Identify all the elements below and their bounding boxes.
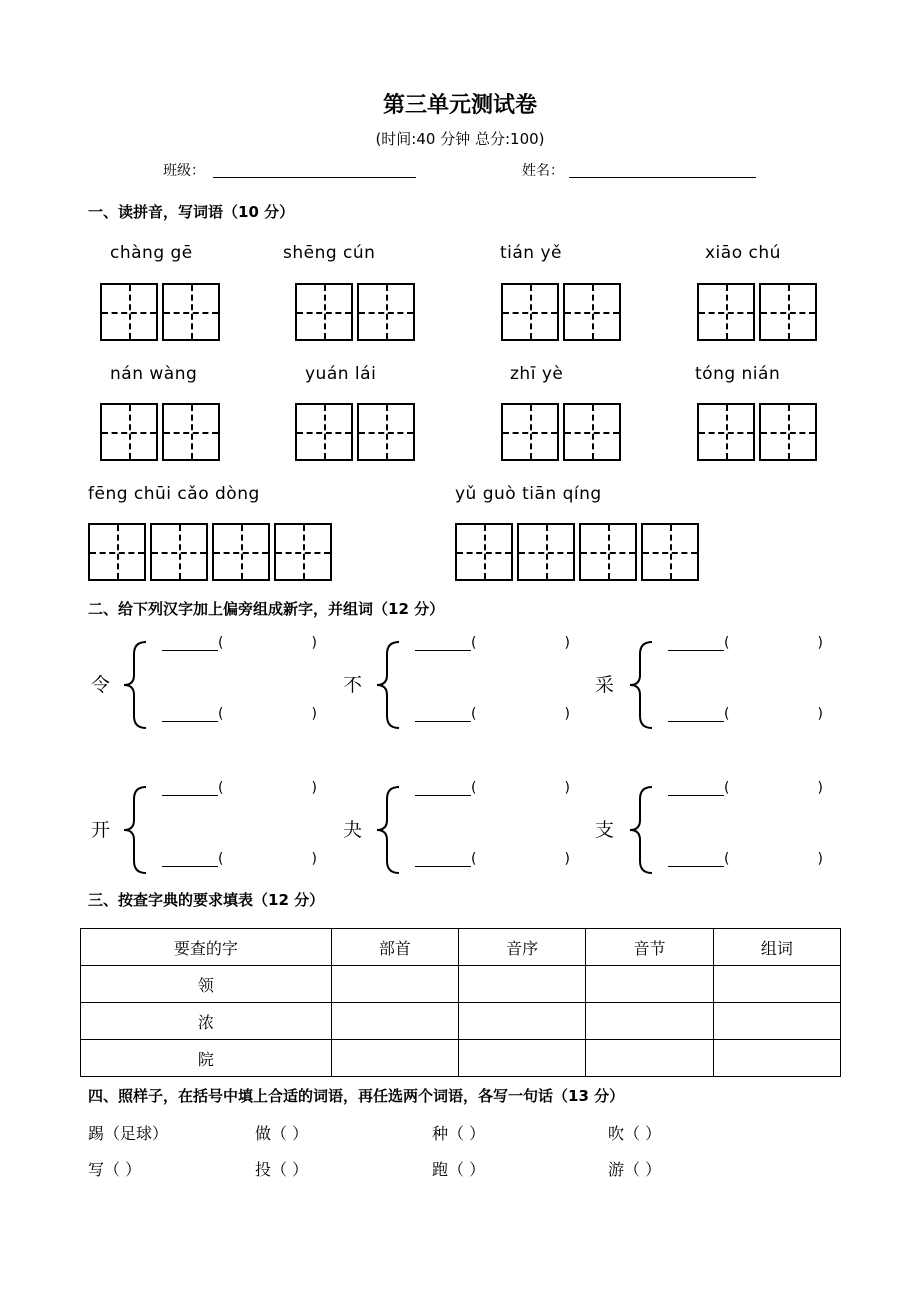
fill-item[interactable]: 游（ ）	[608, 1160, 662, 1179]
blank-slot[interactable]: ( )	[162, 851, 317, 867]
dictionary-table	[80, 928, 841, 1077]
brace-icon	[375, 640, 403, 730]
brace-icon	[628, 785, 656, 875]
writing-grid[interactable]	[295, 283, 353, 341]
answer-cell[interactable]	[713, 966, 840, 1003]
pinyin-1-4: xiāo chú	[705, 243, 781, 263]
pinyin-1-2: shēng cún	[283, 243, 376, 263]
answer-cell[interactable]	[586, 1003, 713, 1040]
blank-slot[interactable]: ( )	[162, 706, 317, 722]
table-row	[81, 1040, 841, 1077]
lookup-char: 院	[81, 1040, 332, 1077]
column-header: 音节	[586, 929, 713, 966]
writing-grid[interactable]	[697, 283, 755, 341]
fill-item[interactable]: 跑（ ）	[432, 1160, 486, 1179]
class-label: 班级：	[163, 163, 205, 179]
name-label: 姓名：	[522, 163, 564, 179]
page-title: 第三单元测试卷	[382, 93, 537, 118]
base-char: 支	[595, 819, 615, 841]
fill-item[interactable]: 投（ ）	[255, 1160, 309, 1179]
pinyin-2-1: nán wàng	[110, 364, 198, 384]
fill-item[interactable]: 种（ ）	[432, 1124, 486, 1143]
brace-icon	[122, 785, 150, 875]
pinyin-2-3: zhī yè	[510, 364, 564, 384]
writing-grid[interactable]	[212, 523, 270, 581]
answer-cell[interactable]	[459, 1003, 586, 1040]
answer-cell[interactable]	[331, 966, 458, 1003]
pinyin-3-2: yǔ guò tiān qíng	[455, 484, 602, 504]
pinyin-2-2: yuán lái	[305, 364, 377, 384]
pinyin-1-3: tián yě	[500, 243, 563, 263]
pinyin-2-4: tóng nián	[695, 364, 781, 384]
lookup-char: 领	[81, 966, 332, 1003]
writing-grid[interactable]	[357, 403, 415, 461]
writing-grid[interactable]	[274, 523, 332, 581]
answer-cell[interactable]	[586, 1040, 713, 1077]
base-char: 开	[91, 819, 111, 841]
writing-grid[interactable]	[162, 403, 220, 461]
writing-grid[interactable]	[759, 283, 817, 341]
answer-cell[interactable]	[331, 1003, 458, 1040]
blank-slot[interactable]: ( )	[415, 851, 570, 867]
blank-slot[interactable]: ( )	[415, 706, 570, 722]
writing-grid[interactable]	[641, 523, 699, 581]
blank-slot[interactable]: ( )	[162, 635, 317, 651]
writing-grid[interactable]	[501, 403, 559, 461]
writing-grid[interactable]	[357, 283, 415, 341]
writing-grid[interactable]	[162, 283, 220, 341]
brace-icon	[375, 785, 403, 875]
fill-item[interactable]: 吹（ ）	[608, 1124, 662, 1143]
lookup-char: 浓	[81, 1003, 332, 1040]
writing-grid[interactable]	[501, 283, 559, 341]
column-header: 音序	[459, 929, 586, 966]
writing-grid[interactable]	[517, 523, 575, 581]
base-char: 采	[595, 674, 615, 696]
pinyin-3-1: fēng chūi cǎo dòng	[88, 484, 260, 504]
table-row	[81, 1003, 841, 1040]
writing-grid[interactable]	[100, 403, 158, 461]
blank-slot[interactable]: ( )	[415, 780, 570, 796]
column-header: 部首	[331, 929, 458, 966]
brace-icon	[122, 640, 150, 730]
section1-heading: 一、读拼音，写词语（10 分）	[88, 203, 295, 221]
section2-heading: 二、给下列汉字加上偏旁组成新字，并组词（12 分）	[88, 600, 445, 618]
blank-slot[interactable]: ( )	[415, 635, 570, 651]
writing-grid[interactable]	[563, 403, 621, 461]
section3-heading: 三、按查字典的要求填表（12 分）	[88, 891, 325, 909]
writing-grid[interactable]	[455, 523, 513, 581]
writing-grid[interactable]	[759, 403, 817, 461]
writing-grid[interactable]	[88, 523, 146, 581]
writing-grid[interactable]	[150, 523, 208, 581]
fill-item[interactable]: 写（ ）	[88, 1160, 142, 1179]
writing-grid[interactable]	[697, 403, 755, 461]
writing-grid[interactable]	[295, 403, 353, 461]
blank-slot[interactable]: ( )	[668, 780, 823, 796]
answer-cell[interactable]	[459, 966, 586, 1003]
section4-heading: 四、照样子，在括号中填上合适的词语，再任选两个词语，各写一句话（13 分）	[88, 1087, 625, 1105]
brace-icon	[628, 640, 656, 730]
writing-grid[interactable]	[100, 283, 158, 341]
blank-slot[interactable]: ( )	[668, 635, 823, 651]
answer-cell[interactable]	[713, 1003, 840, 1040]
answer-cell[interactable]	[459, 1040, 586, 1077]
table-row	[81, 966, 841, 1003]
class-field[interactable]	[213, 177, 416, 178]
answer-cell[interactable]	[331, 1040, 458, 1077]
table-header-row	[81, 929, 841, 966]
base-char: 不	[343, 674, 363, 696]
blank-slot[interactable]: ( )	[668, 851, 823, 867]
name-field[interactable]	[569, 177, 756, 178]
blank-slot[interactable]: ( )	[162, 780, 317, 796]
pinyin-1-1: chàng gē	[110, 243, 193, 263]
page-subtitle: (时间:40 分钟 总分:100)	[375, 130, 545, 148]
base-char: 夬	[343, 819, 363, 841]
answer-cell[interactable]	[586, 966, 713, 1003]
writing-grid[interactable]	[579, 523, 637, 581]
answer-cell[interactable]	[713, 1040, 840, 1077]
column-header: 组词	[713, 929, 840, 966]
base-char: 令	[91, 674, 111, 696]
column-header: 要查的字	[81, 929, 332, 966]
blank-slot[interactable]: ( )	[668, 706, 823, 722]
writing-grid[interactable]	[563, 283, 621, 341]
fill-item: 踢（足球）	[88, 1124, 169, 1143]
fill-item[interactable]: 做（ ）	[255, 1124, 309, 1143]
